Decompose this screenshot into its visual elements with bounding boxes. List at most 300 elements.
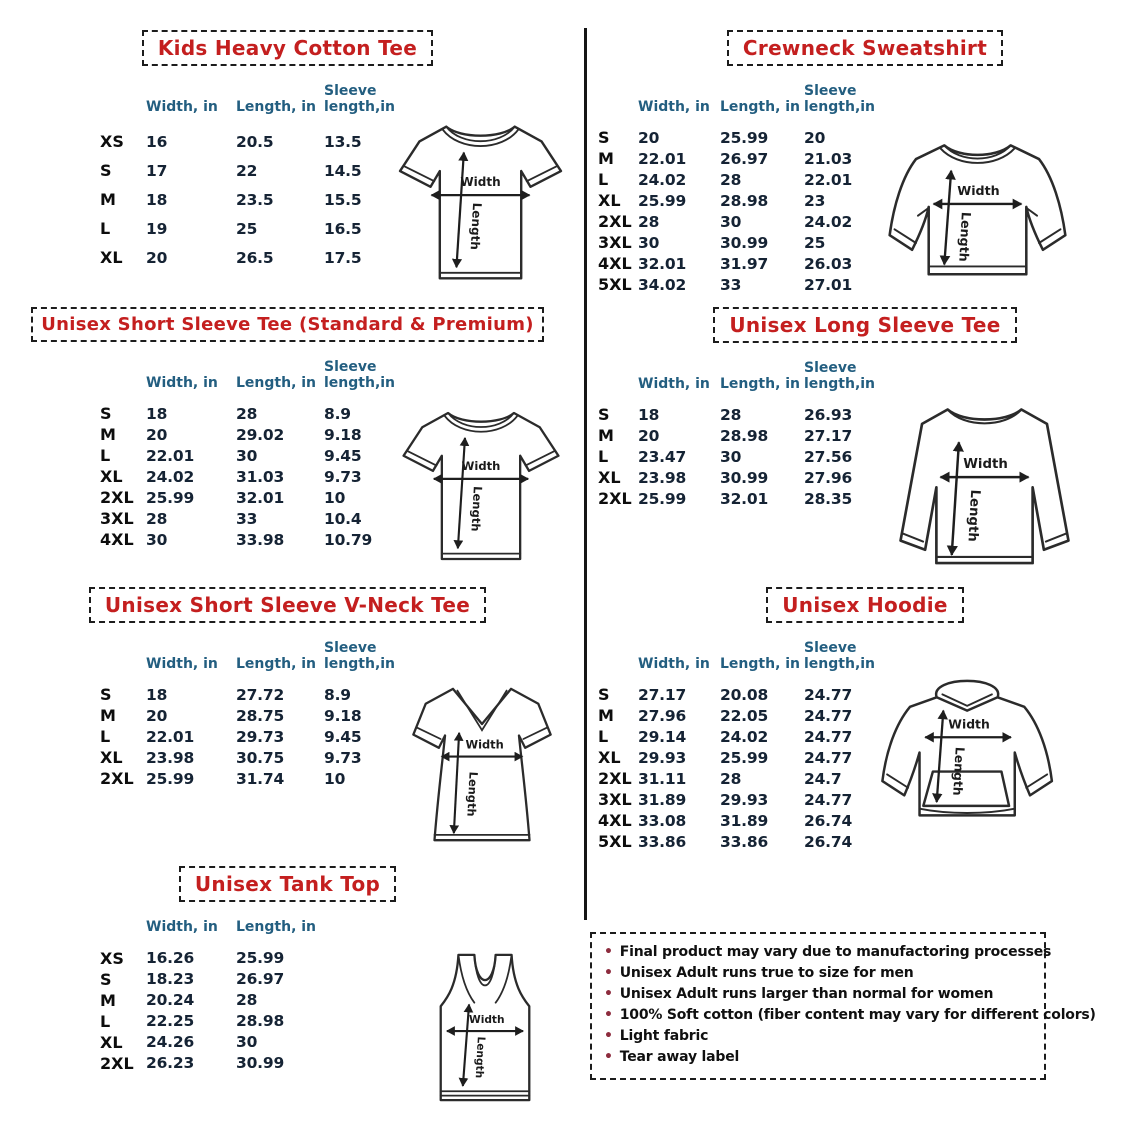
measurement-value: 10.79	[324, 530, 373, 549]
measurement-value: 20	[638, 128, 660, 147]
size-column-spacer	[100, 346, 146, 403]
column-header-row	[598, 347, 875, 404]
size-column-spacer	[100, 906, 146, 948]
note-item	[604, 1026, 1032, 1047]
notes-list	[604, 942, 1096, 1068]
column-header: Width, in	[638, 655, 710, 672]
note-item	[604, 1005, 1096, 1026]
size-label: XL	[100, 748, 123, 768]
measurement-value: 24.77	[804, 706, 853, 725]
size-label: S	[598, 685, 610, 705]
size-column-spacer	[100, 70, 146, 127]
measurement-value: 31.74	[236, 769, 285, 788]
measurement-value: 31.89	[638, 790, 687, 809]
measurement-value: 25.99	[720, 128, 769, 147]
size-row	[598, 253, 875, 274]
note-text: 100% Soft cotton (fiber content may vary for different colors)	[619, 1007, 1096, 1023]
column-header: Width, in	[146, 655, 218, 672]
measurement-value: 24.77	[804, 727, 853, 746]
measurement-value: 22.05	[720, 706, 769, 725]
measurement-value: 24.02	[146, 467, 195, 486]
size-row	[598, 768, 875, 789]
measurement-value: 25.99	[146, 488, 195, 507]
size-row	[598, 190, 875, 211]
bullet-icon: •	[604, 986, 613, 1002]
size-row	[598, 127, 875, 148]
measurement-value: 23.98	[638, 468, 687, 487]
size-label: L	[598, 447, 609, 467]
length-arrow-label: Length	[467, 202, 485, 251]
size-row	[598, 705, 875, 726]
size-label: S	[598, 405, 610, 425]
width-arrow-label: Width	[963, 456, 1008, 472]
size-label: 3XL	[598, 790, 632, 810]
measurement-value: 27.56	[804, 447, 853, 466]
measurement-value: 30.99	[720, 233, 769, 252]
note-text: Light fabric	[619, 1028, 709, 1044]
column-header: Sleeve length,in	[804, 640, 876, 672]
measurement-value: 28	[720, 170, 742, 189]
measurement-value: 20	[638, 426, 660, 445]
size-label: XL	[100, 248, 123, 268]
note-text: Tear away label	[619, 1049, 740, 1065]
length-arrow-label: Length	[956, 211, 974, 263]
measurement-value: 29.73	[236, 727, 285, 746]
measurement-value: 28	[720, 405, 742, 424]
column-header-row	[100, 346, 396, 403]
size-row	[100, 156, 396, 185]
measurement-value: 29.93	[720, 790, 769, 809]
column-header-row	[100, 906, 324, 948]
measurement-value: 23.47	[638, 447, 687, 466]
measurement-value: 10	[324, 488, 346, 507]
size-row	[100, 508, 396, 529]
size-label: 2XL	[100, 488, 134, 508]
size-row	[598, 404, 875, 425]
section-unisex-long-sleeve-tee	[590, 307, 1140, 587]
length-arrow-label: Length	[950, 746, 967, 797]
measurement-value: 13.5	[324, 132, 362, 151]
measurement-value: 9.73	[324, 748, 362, 767]
size-row	[598, 232, 875, 253]
measurement-value: 20.24	[146, 991, 195, 1010]
measurement-value: 28	[236, 404, 258, 423]
size-row	[598, 425, 875, 446]
measurement-value: 25.99	[638, 489, 687, 508]
size-row	[100, 487, 396, 508]
section-unisex-tank-top	[0, 866, 575, 1079]
measurement-value: 24.26	[146, 1033, 195, 1052]
measurement-value: 30	[146, 530, 168, 549]
measurement-value: 28.98	[236, 1012, 285, 1031]
crew-tee-illustration	[392, 397, 570, 568]
size-row	[100, 243, 396, 272]
size-row	[100, 948, 324, 969]
note-text: Unisex Adult runs true to size for men	[619, 965, 914, 981]
measurement-value: 28	[236, 991, 258, 1010]
measurement-value: 20	[804, 128, 826, 147]
size-label: XL	[100, 1032, 123, 1052]
size-row	[598, 211, 875, 232]
column-header: Length, in	[720, 375, 801, 392]
measurement-value: 30.99	[236, 1054, 285, 1073]
measurement-value: 27.17	[804, 426, 853, 445]
column-header-row	[100, 627, 396, 684]
measurement-value: 22.01	[804, 170, 853, 189]
width-arrow-label: Width	[468, 1013, 505, 1027]
size-label: 5XL	[598, 275, 632, 295]
measurement-value: 26.23	[146, 1054, 195, 1073]
measurement-value: 26.5	[236, 248, 274, 267]
size-label: 4XL	[598, 811, 632, 831]
measurement-value: 31.11	[638, 769, 687, 788]
size-row	[598, 684, 875, 705]
measurement-value: 33.86	[720, 832, 769, 851]
size-label: XL	[100, 467, 123, 487]
column-header: Length, in	[720, 655, 801, 672]
size-row	[100, 990, 324, 1011]
measurement-value: 30	[638, 233, 660, 252]
bullet-icon: •	[604, 944, 613, 960]
measurement-value: 17	[146, 161, 168, 180]
note-item	[604, 984, 1032, 1005]
size-label: M	[100, 425, 116, 445]
measurement-value: 23.5	[236, 190, 274, 209]
measurement-value: 27.17	[638, 685, 687, 704]
crew-tee-illustration	[388, 110, 573, 288]
measurement-value: 9.45	[324, 727, 362, 746]
column-header: Sleeve length,in	[804, 83, 876, 115]
size-row	[598, 789, 875, 810]
measurement-value: 27.72	[236, 685, 285, 704]
size-row	[598, 810, 875, 831]
section-title: Unisex Short Sleeve V-Neck Tee	[89, 587, 486, 623]
measurement-value: 16	[146, 132, 168, 151]
measurement-value: 30	[720, 447, 742, 466]
measurement-value: 23.98	[146, 748, 195, 767]
size-label: M	[100, 190, 116, 210]
measurement-value: 18.23	[146, 970, 195, 989]
measurement-value: 32.01	[720, 489, 769, 508]
column-header: Sleeve length,in	[324, 83, 396, 115]
size-label: S	[100, 685, 112, 705]
column-header: Length, in	[720, 98, 801, 115]
size-row	[100, 969, 324, 990]
size-label: 2XL	[100, 1053, 134, 1073]
size-row	[100, 403, 396, 424]
bullet-icon: •	[604, 1028, 613, 1044]
measurement-value: 24.77	[804, 790, 853, 809]
size-label: S	[100, 161, 112, 181]
size-row	[100, 726, 396, 747]
measurement-value: 20.5	[236, 132, 274, 151]
measurement-value: 26.74	[804, 811, 853, 830]
size-table	[598, 70, 875, 295]
section-title: Kids Heavy Cotton Tee	[142, 30, 433, 66]
measurement-value: 22.01	[638, 149, 687, 168]
measurement-value: 24.77	[804, 685, 853, 704]
hoodie-illustration	[870, 663, 1070, 849]
size-label: 4XL	[100, 530, 134, 550]
measurement-value: 28.98	[720, 426, 769, 445]
note-item	[604, 963, 1032, 984]
size-row	[100, 705, 396, 726]
measurement-value: 20	[146, 706, 168, 725]
size-row	[100, 466, 396, 487]
size-table	[598, 347, 875, 509]
size-row	[100, 424, 396, 445]
measurement-value: 28	[720, 769, 742, 788]
measurement-value: 27.96	[638, 706, 687, 725]
section-unisex-short-sleeve-tee	[0, 307, 575, 587]
long-sleeve-tee-illustration	[877, 387, 1092, 587]
section-kids-heavy-cotton-tee	[0, 30, 575, 307]
measurement-value: 31.03	[236, 467, 285, 486]
size-table	[100, 70, 396, 272]
measurement-value: 14.5	[324, 161, 362, 180]
size-column-spacer	[100, 627, 146, 684]
size-row	[100, 185, 396, 214]
size-row	[598, 274, 875, 295]
size-label: 4XL	[598, 254, 632, 274]
measurement-value: 33.08	[638, 811, 687, 830]
measurement-value: 32.01	[236, 488, 285, 507]
measurement-value: 15.5	[324, 190, 362, 209]
measurement-value: 26.74	[804, 832, 853, 851]
size-row	[598, 169, 875, 190]
size-label: XL	[598, 748, 621, 768]
measurement-value: 33.86	[638, 832, 687, 851]
size-table	[598, 627, 875, 852]
size-table	[100, 906, 324, 1074]
measurement-value: 20	[146, 248, 168, 267]
measurement-value: 22.01	[146, 446, 195, 465]
size-row	[598, 747, 875, 768]
measurement-value: 16.5	[324, 219, 362, 238]
column-header: Sleeve length,in	[804, 360, 876, 392]
size-label: L	[598, 727, 609, 747]
length-arrow-label: Length	[964, 489, 983, 543]
measurement-value: 28.98	[720, 191, 769, 210]
size-row	[100, 1053, 324, 1074]
size-row	[598, 831, 875, 852]
measurement-value: 9.45	[324, 446, 362, 465]
measurement-value: 9.73	[324, 467, 362, 486]
measurement-value: 16.26	[146, 949, 195, 968]
measurement-value: 21.03	[804, 149, 853, 168]
measurement-value: 34.02	[638, 275, 687, 294]
measurement-value: 9.18	[324, 706, 362, 725]
size-row	[598, 488, 875, 509]
measurement-value: 22.01	[146, 727, 195, 746]
column-header: Sleeve length,in	[324, 359, 396, 391]
size-column-spacer	[598, 70, 638, 127]
bullet-icon: •	[604, 1049, 613, 1065]
measurement-value: 29.14	[638, 727, 687, 746]
section-title: Crewneck Sweatshirt	[727, 30, 1003, 66]
measurement-value: 30	[236, 1033, 258, 1052]
width-arrow-label: Width	[948, 717, 990, 732]
measurement-value: 18	[146, 190, 168, 209]
size-row	[100, 445, 396, 466]
size-table	[100, 346, 396, 550]
column-divider	[584, 28, 587, 920]
measurement-value: 26.97	[720, 149, 769, 168]
measurement-value: 26.97	[236, 970, 285, 989]
size-label: 5XL	[598, 832, 632, 852]
size-label: 2XL	[598, 769, 632, 789]
column-header: Length, in	[236, 919, 317, 935]
size-row	[598, 726, 875, 747]
section-crewneck-sweatshirt	[590, 30, 1140, 307]
measurement-value: 32.01	[638, 254, 687, 273]
size-label: XL	[598, 191, 621, 211]
bullet-icon: •	[604, 965, 613, 981]
measurement-value: 20.08	[720, 685, 769, 704]
measurement-value: 26.03	[804, 254, 853, 273]
size-label: 3XL	[100, 509, 134, 529]
section-title: Unisex Hoodie	[766, 587, 964, 623]
measurement-value: 29.02	[236, 425, 285, 444]
width-arrow-label: Width	[465, 737, 504, 752]
tank-top-illustration	[423, 946, 547, 1116]
size-row	[100, 1011, 324, 1032]
size-table	[100, 627, 396, 789]
measurement-value: 30.75	[236, 748, 285, 767]
sweatshirt-illustration	[875, 120, 1080, 305]
column-header: Width, in	[146, 98, 218, 115]
note-text: Unisex Adult runs larger than normal for women	[619, 986, 994, 1002]
measurement-value: 20	[146, 425, 168, 444]
measurement-value: 33.98	[236, 530, 285, 549]
size-label: S	[598, 128, 610, 148]
column-header: Width, in	[146, 919, 218, 935]
column-header-row	[100, 70, 396, 127]
column-header: Width, in	[638, 98, 710, 115]
size-label: L	[100, 727, 111, 747]
section-unisex-hoodie	[590, 587, 1140, 866]
measurement-value: 28	[146, 509, 168, 528]
column-header: Width, in	[146, 374, 218, 391]
measurement-value: 17.5	[324, 248, 362, 267]
section-unisex-v-neck-tee	[0, 587, 575, 866]
size-label: M	[598, 706, 614, 726]
measurement-value: 23	[804, 191, 826, 210]
measurement-value: 22.25	[146, 1012, 195, 1031]
column-header-row	[598, 70, 875, 127]
measurement-value: 25	[236, 219, 258, 238]
measurement-value: 30.99	[720, 468, 769, 487]
size-column-spacer	[598, 347, 638, 404]
measurement-value: 28.35	[804, 489, 853, 508]
measurement-value: 18	[146, 404, 168, 423]
size-row	[100, 1032, 324, 1053]
size-row	[100, 214, 396, 243]
size-row	[598, 446, 875, 467]
notes-box	[590, 932, 1096, 1080]
measurement-value: 25.99	[236, 949, 285, 968]
measurement-value: 31.89	[720, 811, 769, 830]
note-item	[604, 1047, 1032, 1068]
width-arrow-label: Width	[461, 458, 501, 473]
size-label: M	[598, 426, 614, 446]
size-row	[100, 768, 396, 789]
measurement-value: 8.9	[324, 685, 351, 704]
measurement-value: 31.97	[720, 254, 769, 273]
measurement-value: 25	[804, 233, 826, 252]
measurement-value: 8.9	[324, 404, 351, 423]
note-item	[604, 942, 1052, 963]
section-title: Unisex Tank Top	[179, 866, 396, 902]
column-header: Width, in	[638, 375, 710, 392]
v-neck-tee-illustration	[394, 673, 570, 847]
measurement-value: 19	[146, 219, 168, 238]
measurement-value: 25.99	[638, 191, 687, 210]
measurement-value: 28.75	[236, 706, 285, 725]
measurement-value: 33	[236, 509, 258, 528]
column-header: Length, in	[236, 374, 317, 391]
measurement-value: 29.93	[638, 748, 687, 767]
size-label: 2XL	[598, 489, 632, 509]
measurement-value: 27.01	[804, 275, 853, 294]
size-label: L	[100, 446, 111, 466]
section-title: Unisex Long Sleeve Tee	[713, 307, 1016, 343]
right-column	[590, 0, 1140, 1080]
size-row	[100, 127, 396, 156]
length-arrow-label: Length	[464, 771, 481, 818]
measurement-value: 24.02	[638, 170, 687, 189]
size-row	[598, 148, 875, 169]
size-label: M	[598, 149, 614, 169]
size-row	[100, 684, 396, 705]
size-label: XL	[598, 468, 621, 488]
size-label: S	[100, 404, 112, 424]
size-label: XS	[100, 948, 124, 968]
measurement-value: 22	[236, 161, 258, 180]
measurement-value: 24.77	[804, 748, 853, 767]
measurement-value: 24.02	[804, 212, 853, 231]
size-label: L	[598, 170, 609, 190]
section-title: Unisex Short Sleeve Tee (Standard & Premium)	[31, 307, 544, 342]
bullet-icon: •	[604, 1007, 613, 1023]
column-header: Length, in	[236, 98, 317, 115]
column-header-row	[598, 627, 875, 684]
size-label: S	[100, 969, 112, 989]
note-text: Final product may vary due to manufactoring processes	[619, 944, 1052, 960]
measurement-value: 25.99	[720, 748, 769, 767]
size-column-spacer	[598, 627, 638, 684]
length-arrow-label: Length	[468, 485, 485, 532]
measurement-value: 25.99	[146, 769, 195, 788]
size-label: 2XL	[598, 212, 632, 232]
size-label: M	[100, 706, 116, 726]
size-label: M	[100, 990, 116, 1010]
measurement-value: 26.93	[804, 405, 853, 424]
measurement-value: 33	[720, 275, 742, 294]
size-label: L	[100, 1011, 111, 1031]
measurement-value: 18	[638, 405, 660, 424]
size-label: 3XL	[598, 233, 632, 253]
size-row	[100, 747, 396, 768]
measurement-value: 28	[638, 212, 660, 231]
size-label: L	[100, 219, 111, 239]
measurement-value: 27.96	[804, 468, 853, 487]
size-row	[598, 467, 875, 488]
measurement-value: 18	[146, 685, 168, 704]
measurement-value: 24.7	[804, 769, 842, 788]
measurement-value: 30	[236, 446, 258, 465]
measurement-value: 9.18	[324, 425, 362, 444]
